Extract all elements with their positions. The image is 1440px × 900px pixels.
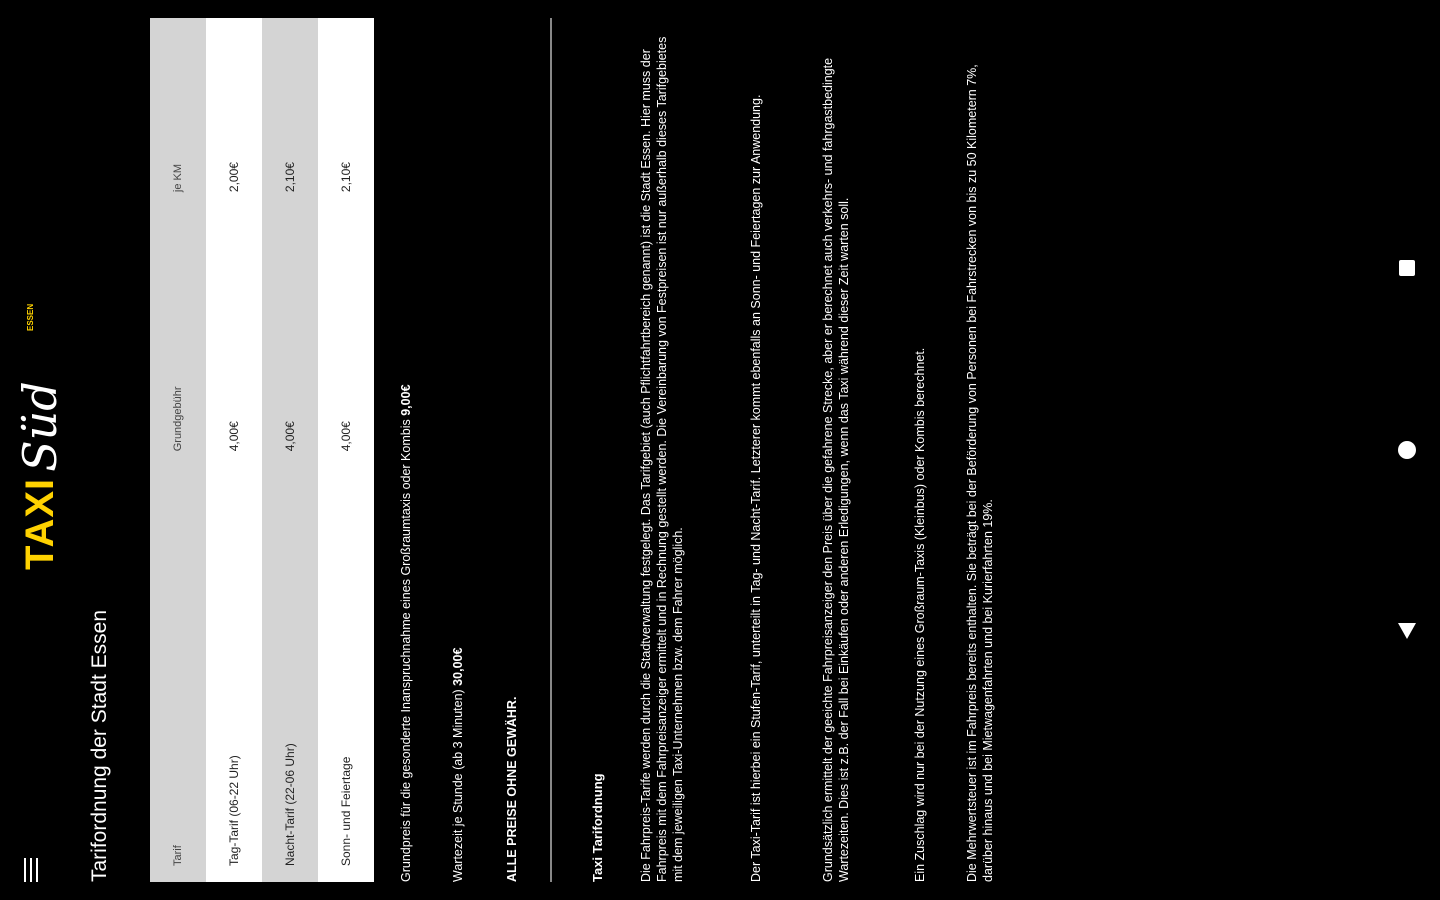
table-header-row [150,18,206,882]
brand-sued-text: Süd [13,381,67,472]
page-title: Tarifordnung der Stadt Essen [88,610,111,882]
triangle-back-icon [1397,622,1417,640]
hamburger-menu-icon[interactable] [20,858,44,882]
brand-taxi-text: TAXI [17,477,62,570]
brand-tag: ESSEN [26,303,35,331]
table-row [206,18,262,882]
section-divider [550,18,552,882]
android-nav-bar [1380,0,1440,900]
cell-km: 2,10€ [339,162,353,193]
recent-apps-button[interactable] [1393,254,1421,282]
paragraph: Grundsätzlich ermittelt der geeichte Fahrpreisanzeiger den Preis über die gefahrene Strecke, aber er berechnet auch verkehrs- und fahrgastbedingte Wartezeiten. Dies ist z.B. der Fall bei Einkäufen oder anderen Erledigungen, wenn das Taxi während dieser Zeit warten soll. [821,57,851,882]
table-row [318,18,374,882]
cell-tarif: Tag-Tarif (06-22 Uhr) [227,755,241,866]
paragraph: Der Taxi-Tarif ist hierbei ein Stufen-Tarif, unterteilt in Tag- und Nacht-Tarif. Letzterer kommt ebenfalls an Sonn- und Feiertagen zur Anwendung. [749,94,763,882]
header-tarif: Tarif [172,845,184,866]
table-row [262,18,318,882]
cell-tarif: Sonn- und Feiertage [339,756,353,866]
wartezeit-value: 30,00€ [451,647,465,686]
cell-km: 2,10€ [283,162,297,193]
section-title: Taxi Tarifordnung [590,773,605,882]
disclaimer: ALLE PREISE OHNE GEWÄHR. [505,696,519,882]
grundpreis-info [398,22,414,882]
brand-logo [10,303,70,570]
cell-tarif: Nacht-Tarif (22-06 Uhr) [283,743,297,866]
cell-grund: 4,00€ [227,421,241,452]
header-grundgebuehr: Grundgebühr [172,386,184,452]
wartezeit-info [450,22,466,882]
square-icon [1399,260,1415,276]
header-je-km: je KM [172,163,184,193]
tariff-table [150,18,374,882]
home-button[interactable] [1393,436,1421,464]
paragraph: Ein Zuschlag wird nur bei der Nutzung eines Großraum-Taxis (Kleinbus) oder Kombis berechnet. [913,347,927,882]
grundpreis-text: Grundpreis für die gesonderte Inanspruchnahme eines Großraumtaxis oder Kombis [399,419,413,882]
grundpreis-value: 9,00€ [399,384,413,416]
paragraph: Die Fahrpreis-Tarife werden durch die Stadtverwaltung festgelegt. Das Tarifgebiet (auch Pflichtfahrtbereich genannt) ist die Stadt Essen. Hier muss der Fahrpreis mit dem Fahrpreisanzeiger ermittelt und in Rechnung gestellt werden. Die Vereinbarung von Festpreisen ist nur außerhalb dieses Tarifgebietes mit dem jeweiligen Taxi-Unternehmen bzw. dem Fahrer möglich. [639,36,685,882]
back-button[interactable] [1393,617,1421,645]
cell-grund: 4,00€ [283,421,297,452]
paragraph: Die Mehrwertsteuer ist im Fahrpreis bereits enthalten. Sie beträgt bei der Beförderung von Personen bei Fahrstrecken von bis zu 50 Kilometern 7%, darüber hinaus und bei Mietwagenfahrten und bei Kurierfahrten 19%. [965,64,995,882]
cell-grund: 4,00€ [339,421,353,452]
wartezeit-text: Wartezeit je Stunde (ab 3 Minuten) [451,689,465,882]
circle-icon [1398,441,1416,459]
cell-km: 2,00€ [227,162,241,193]
